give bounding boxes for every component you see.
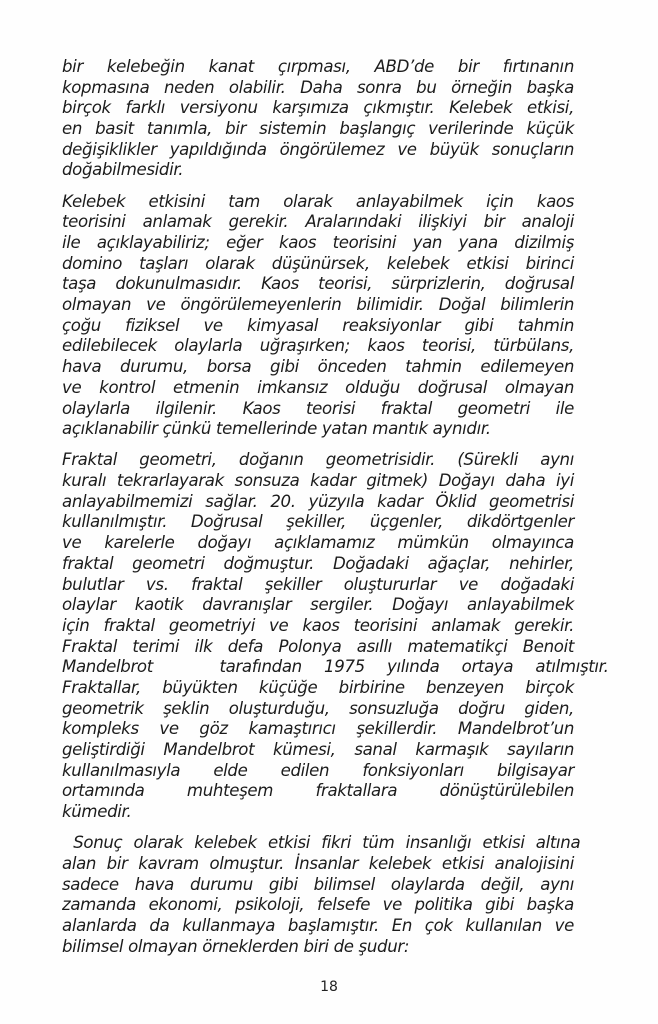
text-line: kullanılmasıyla elde edilen fonksiyonları bilgisayar [62, 760, 574, 780]
paragraph-conclusion [62, 833, 581, 957]
text-line: alanlarda da kullanmaya başlamıştır. En çok kullanılan ve [62, 916, 574, 935]
paragraph-chaos-theory [62, 192, 574, 440]
text-line: taşa dokunulmasıdır. Kaos teorisi, sürprizlerin, doğrusal [62, 274, 574, 294]
text-line: geometrik şeklin oluşturduğu, sonsuzluğa doğru giden, [62, 698, 574, 718]
text-line: kuralı tekrarlayarak sonsuza kadar gitmek) Doğayı daha iyi [62, 471, 574, 491]
text-line: için fraktal geometriyi ve kaos teorisini anlamak gerekir. [62, 615, 574, 635]
text-line: doğabilmesidir. [62, 160, 184, 180]
text-line: alan bir kavram olmuştur. İnsanlar kelebek etkisi analojisini [62, 853, 574, 873]
text-line: Fraktallar, büyükten küçüğe birbirine benzeyen birçok [62, 677, 574, 697]
text-line: Fraktal geometri, doğanın geometrisidir. (Sürekli aynı [62, 450, 574, 470]
text-line: değişiklikler yapıldığında öngörülemez ve büyük sonuçların [62, 139, 574, 159]
body-text [62, 57, 609, 968]
text-line: çoğu fiziksel ve kimyasal reaksiyonlar gibi tahmin [62, 315, 574, 335]
text-line: ile açıklayabiliriz; eğer kaos teorisini yan yana dizilmiş [62, 233, 574, 252]
text-line: bir kelebeğin kanat çırpması, ABD’de bir fırtınanın [62, 57, 574, 76]
text-line: domino taşları olarak düşünürsek, kelebek etkisi birinci [62, 253, 574, 273]
text-line: Fraktal terimi ilk defa Polonya asıllı matematikçi Benoit [62, 636, 574, 656]
text-line: açıklanabilir çünkü temellerinde yatan mantık aynıdır. [62, 419, 491, 439]
text-line: olaylarla ilgilenir. Kaos teorisi fraktal geometri ile [62, 398, 574, 418]
text-line: zamanda ekonomi, psikoloji, felsefe ve politika gibi başka [62, 895, 574, 915]
page-number: 18 [320, 979, 338, 995]
text-line: kompleks ve göz kamaştırıcı şekillerdir. Mandelbrot’un [62, 719, 574, 739]
text-line: en basit tanımla, bir sistemin başlangıç verilerinde küçük [62, 119, 574, 139]
text-line: Sonuç olarak kelebek etkisi fikri tüm insanlığı etkisi altına [62, 833, 581, 853]
text-line: ve karelerle doğayı açıklamamız mümkün olmayınca [62, 533, 574, 553]
text-line: Mandelbrot tarafından 1975 yılında ortaya atılmıştır. [62, 657, 609, 677]
text-line: olmayan ve öngörülemeyenlerin bilimidir. Doğal bilimlerin [62, 295, 574, 315]
text-line: ve kontrol etmenin imkansız olduğu doğrusal olmayan [62, 377, 574, 397]
text-line: birçok farklı versiyonu karşımıza çıkmıştır. Kelebek etkisi, [62, 98, 574, 118]
text-line: hava durumu, borsa gibi önceden tahmin edilemeyen [62, 357, 574, 377]
text-line: bulutlar vs. fraktal şekiller oluştururlar ve doğadaki [62, 574, 574, 594]
text-line: Kelebek etkisini tam olarak anlayabilmek için kaos [62, 191, 574, 211]
paragraph-fractal-geometry [62, 450, 609, 822]
text-line: kopmasına neden olabilir. Daha sonra bu örneğin başka [62, 77, 574, 97]
text-line: anlayabilmemizi sağlar. 20. yüzyıla kadar Öklid geometrisi [62, 491, 574, 511]
text-line: kullanılmıştır. Doğrusal şekiller, üçgenler, dikdörtgenler [62, 512, 574, 532]
text-line: teorisini anlamak gerekir. Aralarındaki ilişkiyi bir analoji [62, 212, 574, 232]
text-line: bilimsel olmayan örneklerden biri de şudur: [62, 936, 410, 956]
text-line: fraktal geometri doğmuştur. Doğadaki ağaçlar, nehirler, [62, 553, 574, 573]
text-line: kümedir. [62, 802, 132, 822]
text-line: edilebilecek olaylarla uğraşırken; kaos teorisi, türbülans, [62, 336, 574, 356]
paragraph-butterfly-intro [62, 57, 574, 181]
text-line: geliştirdiği Mandelbrot kümesi, sanal karmaşık sayıların [62, 740, 574, 759]
text-line: ortamında muhteşem fraktallara dönüştürülebilen [62, 781, 574, 801]
text-line: olaylar kaotik davranışlar sergiler. Doğayı anlayabilmek [62, 595, 574, 615]
text-line: sadece hava durumu gibi bilimsel olaylarda değil, aynı [62, 874, 574, 894]
